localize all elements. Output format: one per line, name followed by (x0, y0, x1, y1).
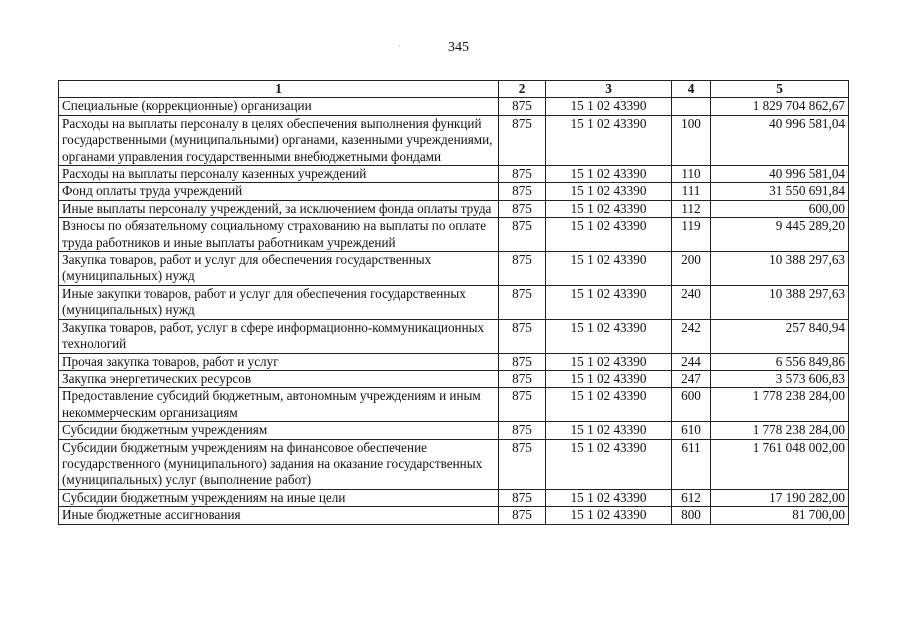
department-code-cell: 875 (499, 200, 546, 217)
amount-cell: 600,00 (711, 200, 849, 217)
department-code-cell: 875 (499, 388, 546, 422)
expense-type-cell: 242 (672, 319, 711, 353)
header-cell: 3 (546, 81, 672, 98)
target-article-cell: 15 1 02 43390 (546, 439, 672, 489)
department-code-cell: 875 (499, 370, 546, 387)
amount-cell: 1 778 238 284,00 (711, 388, 849, 422)
expense-type-cell: 111 (672, 183, 711, 200)
item-name-cell: Субсидии бюджетным учреждениям на иные цели (59, 489, 499, 506)
item-name-cell: Расходы на выплаты персоналу в целях обеспечения выполнения функций государственными (муниципальными) органами, казенными учреждениями, органами управления государственными внебюджетными фондами (59, 115, 499, 165)
table-row (59, 319, 849, 353)
table-row (59, 507, 849, 524)
table-row (59, 183, 849, 200)
table-row (59, 370, 849, 387)
table-row (59, 115, 849, 165)
amount-cell: 40 996 581,04 (711, 166, 849, 183)
amount-cell: 6 556 849,86 (711, 353, 849, 370)
amount-cell: 31 550 691,84 (711, 183, 849, 200)
item-name-cell: Прочая закупка товаров, работ и услуг (59, 353, 499, 370)
target-article-cell: 15 1 02 43390 (546, 507, 672, 524)
department-code-cell: 875 (499, 252, 546, 286)
item-name-cell: Закупка энергетических ресурсов (59, 370, 499, 387)
expense-type-cell: 200 (672, 252, 711, 286)
table-row (59, 285, 849, 319)
department-code-cell: 875 (499, 115, 546, 165)
expense-type-cell (672, 98, 711, 115)
table-row (59, 489, 849, 506)
target-article-cell: 15 1 02 43390 (546, 183, 672, 200)
amount-cell: 1 829 704 862,67 (711, 98, 849, 115)
table-row (59, 98, 849, 115)
target-article-cell: 15 1 02 43390 (546, 319, 672, 353)
scan-speck: ˈ (398, 44, 401, 53)
target-article-cell: 15 1 02 43390 (546, 166, 672, 183)
department-code-cell: 875 (499, 489, 546, 506)
target-article-cell: 15 1 02 43390 (546, 115, 672, 165)
item-name-cell: Расходы на выплаты персоналу казенных учреждений (59, 166, 499, 183)
expense-type-cell: 600 (672, 388, 711, 422)
table-row (59, 200, 849, 217)
department-code-cell: 875 (499, 183, 546, 200)
target-article-cell: 15 1 02 43390 (546, 353, 672, 370)
header-cell: 4 (672, 81, 711, 98)
expense-type-cell: 100 (672, 115, 711, 165)
item-name-cell: Специальные (коррекционные) организации (59, 98, 499, 115)
amount-cell: 10 388 297,63 (711, 285, 849, 319)
header-cell: 2 (499, 81, 546, 98)
item-name-cell: Иные выплаты персоналу учреждений, за исключением фонда оплаты труда (59, 200, 499, 217)
item-name-cell: Субсидии бюджетным учреждениям (59, 422, 499, 439)
budget-table (58, 80, 849, 525)
table-row (59, 353, 849, 370)
department-code-cell: 875 (499, 439, 546, 489)
expense-type-cell: 119 (672, 218, 711, 252)
table-row (59, 218, 849, 252)
amount-cell: 257 840,94 (711, 319, 849, 353)
amount-cell: 10 388 297,63 (711, 252, 849, 286)
amount-cell: 40 996 581,04 (711, 115, 849, 165)
department-code-cell: 875 (499, 166, 546, 183)
department-code-cell: 875 (499, 507, 546, 524)
item-name-cell: Фонд оплаты труда учреждений (59, 183, 499, 200)
department-code-cell: 875 (499, 353, 546, 370)
amount-cell: 3 573 606,83 (711, 370, 849, 387)
target-article-cell: 15 1 02 43390 (546, 422, 672, 439)
target-article-cell: 15 1 02 43390 (546, 218, 672, 252)
target-article-cell: 15 1 02 43390 (546, 200, 672, 217)
item-name-cell: Субсидии бюджетным учреждениям на финансовое обеспечение государственного (муниципального) задания на оказание государственных (муниципальных) услуг (выполнение работ) (59, 439, 499, 489)
expense-type-cell: 610 (672, 422, 711, 439)
item-name-cell: Предоставление субсидий бюджетным, автономным учреждениям и иным некоммерческим организациям (59, 388, 499, 422)
target-article-cell: 15 1 02 43390 (546, 388, 672, 422)
table-row (59, 388, 849, 422)
expense-type-cell: 244 (672, 353, 711, 370)
amount-cell: 81 700,00 (711, 507, 849, 524)
page-number: 345 (448, 40, 469, 55)
department-code-cell: 875 (499, 319, 546, 353)
expense-type-cell: 240 (672, 285, 711, 319)
expense-type-cell: 112 (672, 200, 711, 217)
department-code-cell: 875 (499, 285, 546, 319)
header-cell: 1 (59, 81, 499, 98)
table-row (59, 166, 849, 183)
department-code-cell: 875 (499, 98, 546, 115)
header-row (59, 81, 849, 98)
item-name-cell: Закупка товаров, работ, услуг в сфере информационно-коммуникационных технологий (59, 319, 499, 353)
item-name-cell: Взносы по обязательному социальному страхованию на выплаты по оплате труда работников и иные выплаты работникам учреждений (59, 218, 499, 252)
table-row (59, 252, 849, 286)
target-article-cell: 15 1 02 43390 (546, 285, 672, 319)
expense-type-cell: 247 (672, 370, 711, 387)
amount-cell: 9 445 289,20 (711, 218, 849, 252)
amount-cell: 17 190 282,00 (711, 489, 849, 506)
item-name-cell: Иные закупки товаров, работ и услуг для обеспечения государственных (муниципальных) нужд (59, 285, 499, 319)
table-row (59, 439, 849, 489)
expense-type-cell: 110 (672, 166, 711, 183)
department-code-cell: 875 (499, 218, 546, 252)
amount-cell: 1 778 238 284,00 (711, 422, 849, 439)
table-row (59, 422, 849, 439)
expense-type-cell: 611 (672, 439, 711, 489)
department-code-cell: 875 (499, 422, 546, 439)
expense-type-cell: 800 (672, 507, 711, 524)
expense-type-cell: 612 (672, 489, 711, 506)
item-name-cell: Закупка товаров, работ и услуг для обеспечения государственных (муниципальных) нужд (59, 252, 499, 286)
target-article-cell: 15 1 02 43390 (546, 370, 672, 387)
target-article-cell: 15 1 02 43390 (546, 252, 672, 286)
target-article-cell: 15 1 02 43390 (546, 98, 672, 115)
amount-cell: 1 761 048 002,00 (711, 439, 849, 489)
header-cell: 5 (711, 81, 849, 98)
target-article-cell: 15 1 02 43390 (546, 489, 672, 506)
item-name-cell: Иные бюджетные ассигнования (59, 507, 499, 524)
